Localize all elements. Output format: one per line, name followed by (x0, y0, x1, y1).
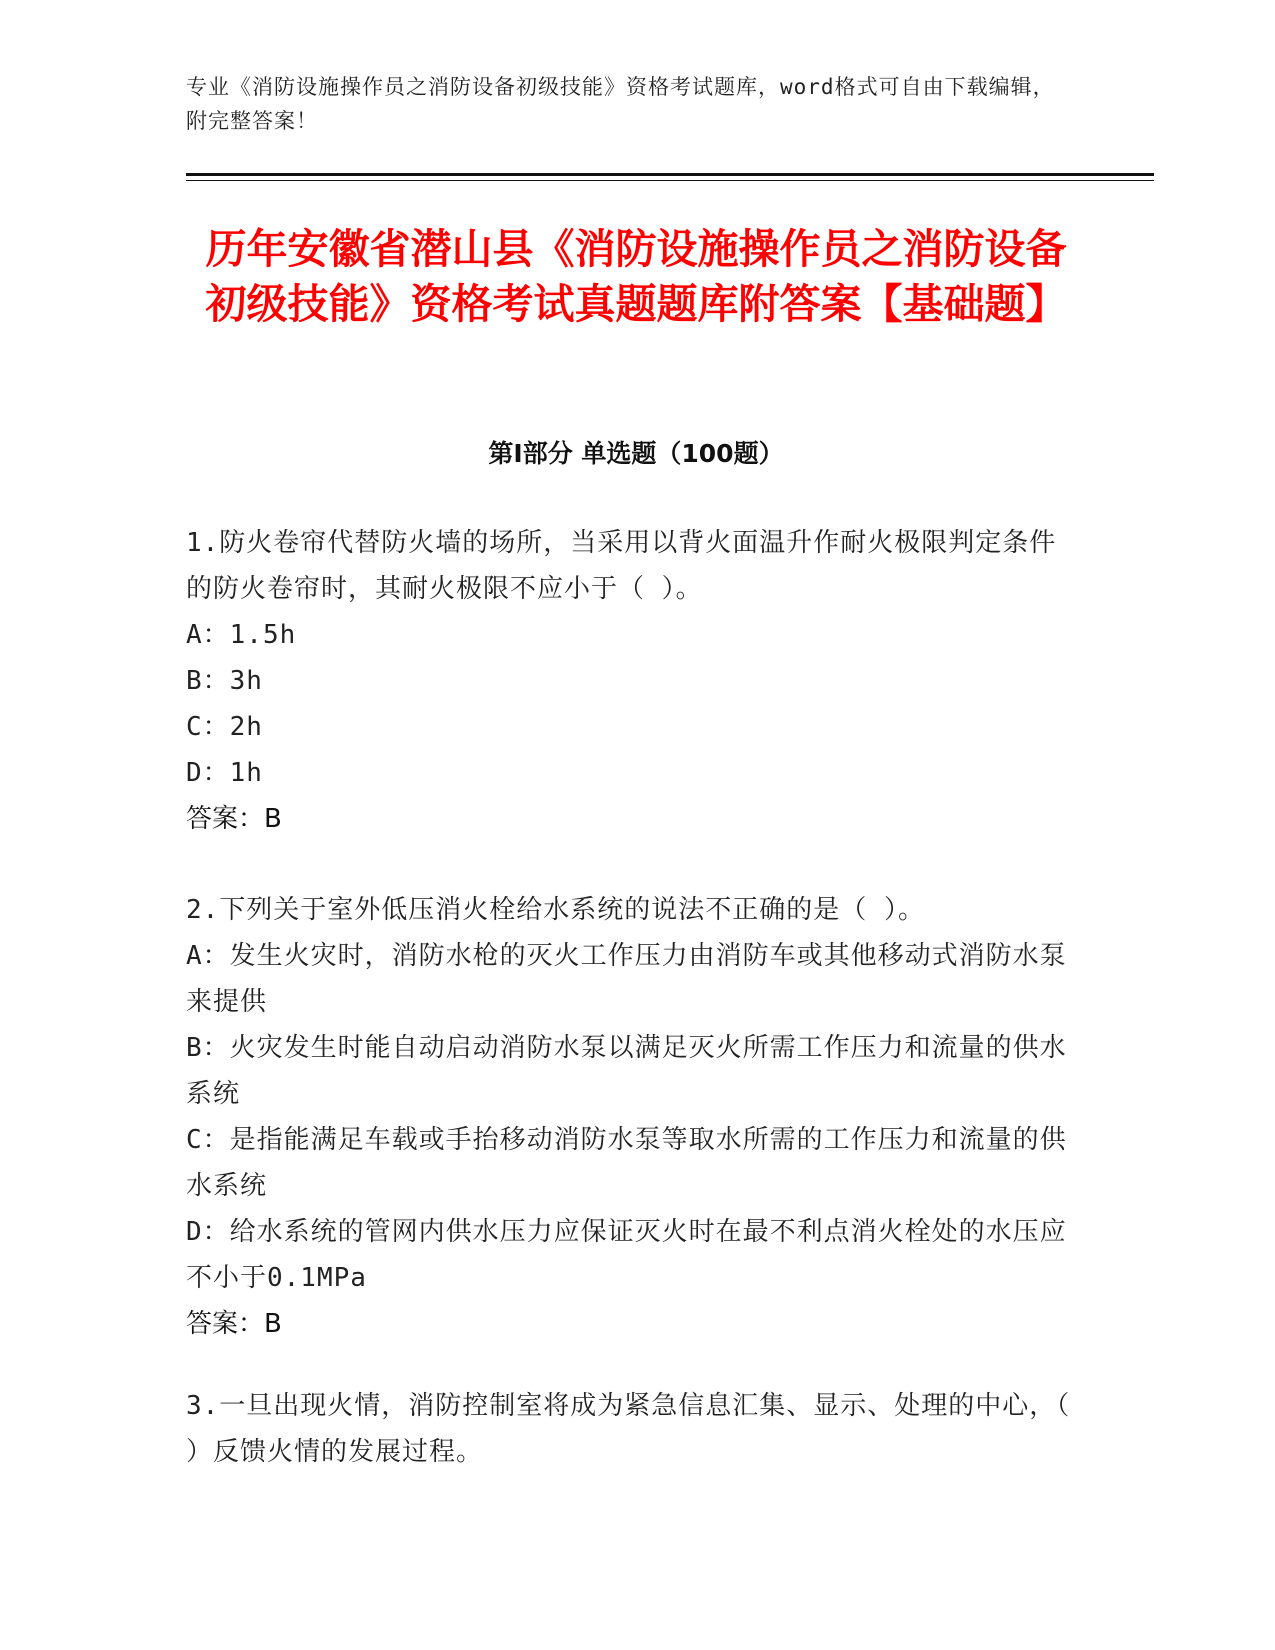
header-rule-thin (186, 180, 1154, 181)
option-b: B：3h (186, 666, 263, 696)
question-1 (186, 520, 1076, 842)
option-a: A：发生火灾时，消防水枪的灭火工作压力由消防车或其他移动式消防水泵来提供 (186, 941, 1067, 1017)
document-title: 历年安徽省潜山县《消防设施操作员之消防设备初级技能》资格考试真题题库附答案【基础题】 (205, 225, 1067, 328)
header-note: 专业《消防设施操作员之消防设备初级技能》资格考试题库，word格式可自由下载编辑，附完整答案！ (186, 75, 1055, 133)
section-heading: 第Ⅰ部分 单选题（100题） (488, 439, 784, 468)
option-a: A：1.5h (186, 620, 297, 650)
question-3 (186, 1383, 1076, 1475)
question-stem: 1.防火卷帘代替防火墙的场所，当采用以背火面温升作耐火极限判定条件的防火卷帘时，其耐火极限不应小于（ ）。 (186, 528, 1057, 604)
answer: 答案：B (186, 804, 282, 834)
option-b: B：火灾发生时能自动启动消防水泵以满足灭火所需工作压力和流量的供水系统 (186, 1033, 1067, 1109)
option-c: C：2h (186, 712, 263, 742)
option-d: D：给水系统的管网内供水压力应保证灭火时在最不利点消火栓处的水压应不小于0.1MPa (186, 1217, 1067, 1293)
option-d: D：1h (186, 758, 263, 788)
question-stem: 3.一旦出现火情，消防控制室将成为紧急信息汇集、显示、处理的中心，（ ）反馈火情的发展过程。 (186, 1391, 1071, 1467)
answer: 答案：B (186, 1309, 282, 1339)
header-rule-thick (186, 173, 1154, 176)
option-c: C：是指能满足车载或手抬移动消防水泵等取水所需的工作压力和流量的供水系统 (186, 1125, 1067, 1201)
question-2 (186, 887, 1076, 1347)
question-stem: 2.下列关于室外低压消火栓给水系统的说法不正确的是（ ）。 (186, 895, 925, 925)
